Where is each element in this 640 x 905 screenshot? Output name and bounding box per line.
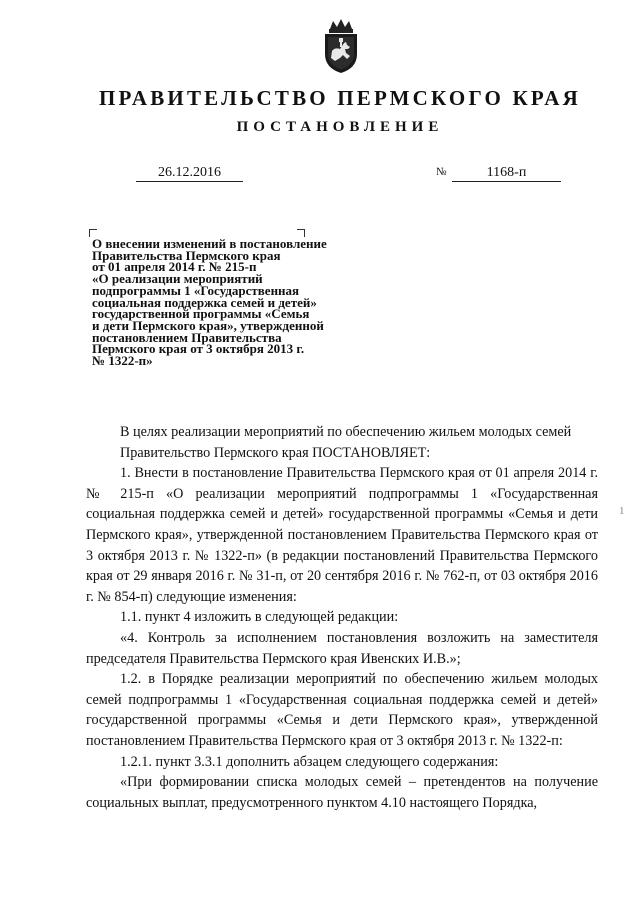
subject-line: № 1322-п» bbox=[92, 353, 153, 369]
margin-mark: 1 bbox=[619, 505, 625, 517]
subject-line: постановлением Правительства bbox=[92, 329, 282, 345]
body-paragraph: 1.2.1. пункт 3.3.1 дополнить абзацем следующего содержания: bbox=[120, 753, 499, 770]
document-type: ПОСТАНОВЛЕНИЕ bbox=[236, 119, 444, 135]
document-date: 26.12.2016 bbox=[136, 164, 243, 182]
body-paragraph: Правительство Пермского края ПОСТАНОВЛЯЕТ: bbox=[120, 444, 431, 461]
body-paragraph: «4. Контроль за исполнением постановления возложить на заместителя председателя Правительства Пермского края Ивенских И.В.»; bbox=[86, 629, 598, 667]
document-body bbox=[86, 422, 598, 813]
document-subject bbox=[92, 238, 382, 367]
government-title: ПРАВИТЕЛЬСТВО ПЕРМСКОГО КРАЯ bbox=[98, 86, 581, 110]
subject-line: и дети Пермского края», утвержденной bbox=[92, 317, 324, 333]
perm-krai-coat-of-arms-icon bbox=[322, 18, 360, 74]
subject-line: от 01 апреля 2014 г. № 215-п bbox=[92, 259, 257, 275]
subject-line: «О реализации мероприятий bbox=[92, 271, 263, 287]
subject-line: Правительства Пермского края bbox=[92, 247, 281, 263]
body-paragraph: В целях реализации мероприятий по обеспечению жильем молодых семей bbox=[120, 424, 572, 440]
body-paragraph: 1.1. пункт 4 изложить в следующей редакции: bbox=[120, 609, 399, 626]
subject-line: государственной программы «Семья bbox=[92, 306, 310, 322]
subject-line: социальная поддержка семей и детей» bbox=[92, 294, 317, 310]
subject-line: О внесении изменений в постановление bbox=[92, 236, 327, 251]
document-number: 1168-п bbox=[452, 164, 561, 182]
body-paragraph: 1. Внести в постановление Правительства Пермского края от 01 апреля 2014 г. № 215-п «О реализации мероприятий подпрограммы 1 «Государственная социальная поддержка семей и детей» государственной программы «Семья и дети Пермского края», утвержденной постановлением Правительства Пермского края от 3 октября 2013 г. № 1322-п» (в редакции постановлений Правительства Пермского края от 29 января 2016 г. № 31-п, от 20 сентября 2016 г. № 762-п, от 03 октября 2016 г. № 854-п) следующие изменения: bbox=[86, 465, 598, 605]
subject-line: подпрограммы 1 «Государственная bbox=[92, 282, 300, 298]
number-sign: № bbox=[436, 166, 447, 178]
body-paragraph: «При формировании списка молодых семей – претендентов на получение социальных выплат, предусмотренного пунктом 4.10 настоящего Порядка, bbox=[86, 774, 598, 811]
body-paragraph: 1.2. в Порядке реализации мероприятий по обеспечению жильем молодых семей подпрограммы 1 «Государственная социальная поддержка семей и детей» государственной программы «Семья и дети Пермского края», утвержденной постановлением Правительства Пермского края от 3 октября 2013 г. № 1322-п: bbox=[86, 671, 598, 749]
subject-line: Пермского края от 3 октября 2013 г. bbox=[92, 341, 305, 357]
